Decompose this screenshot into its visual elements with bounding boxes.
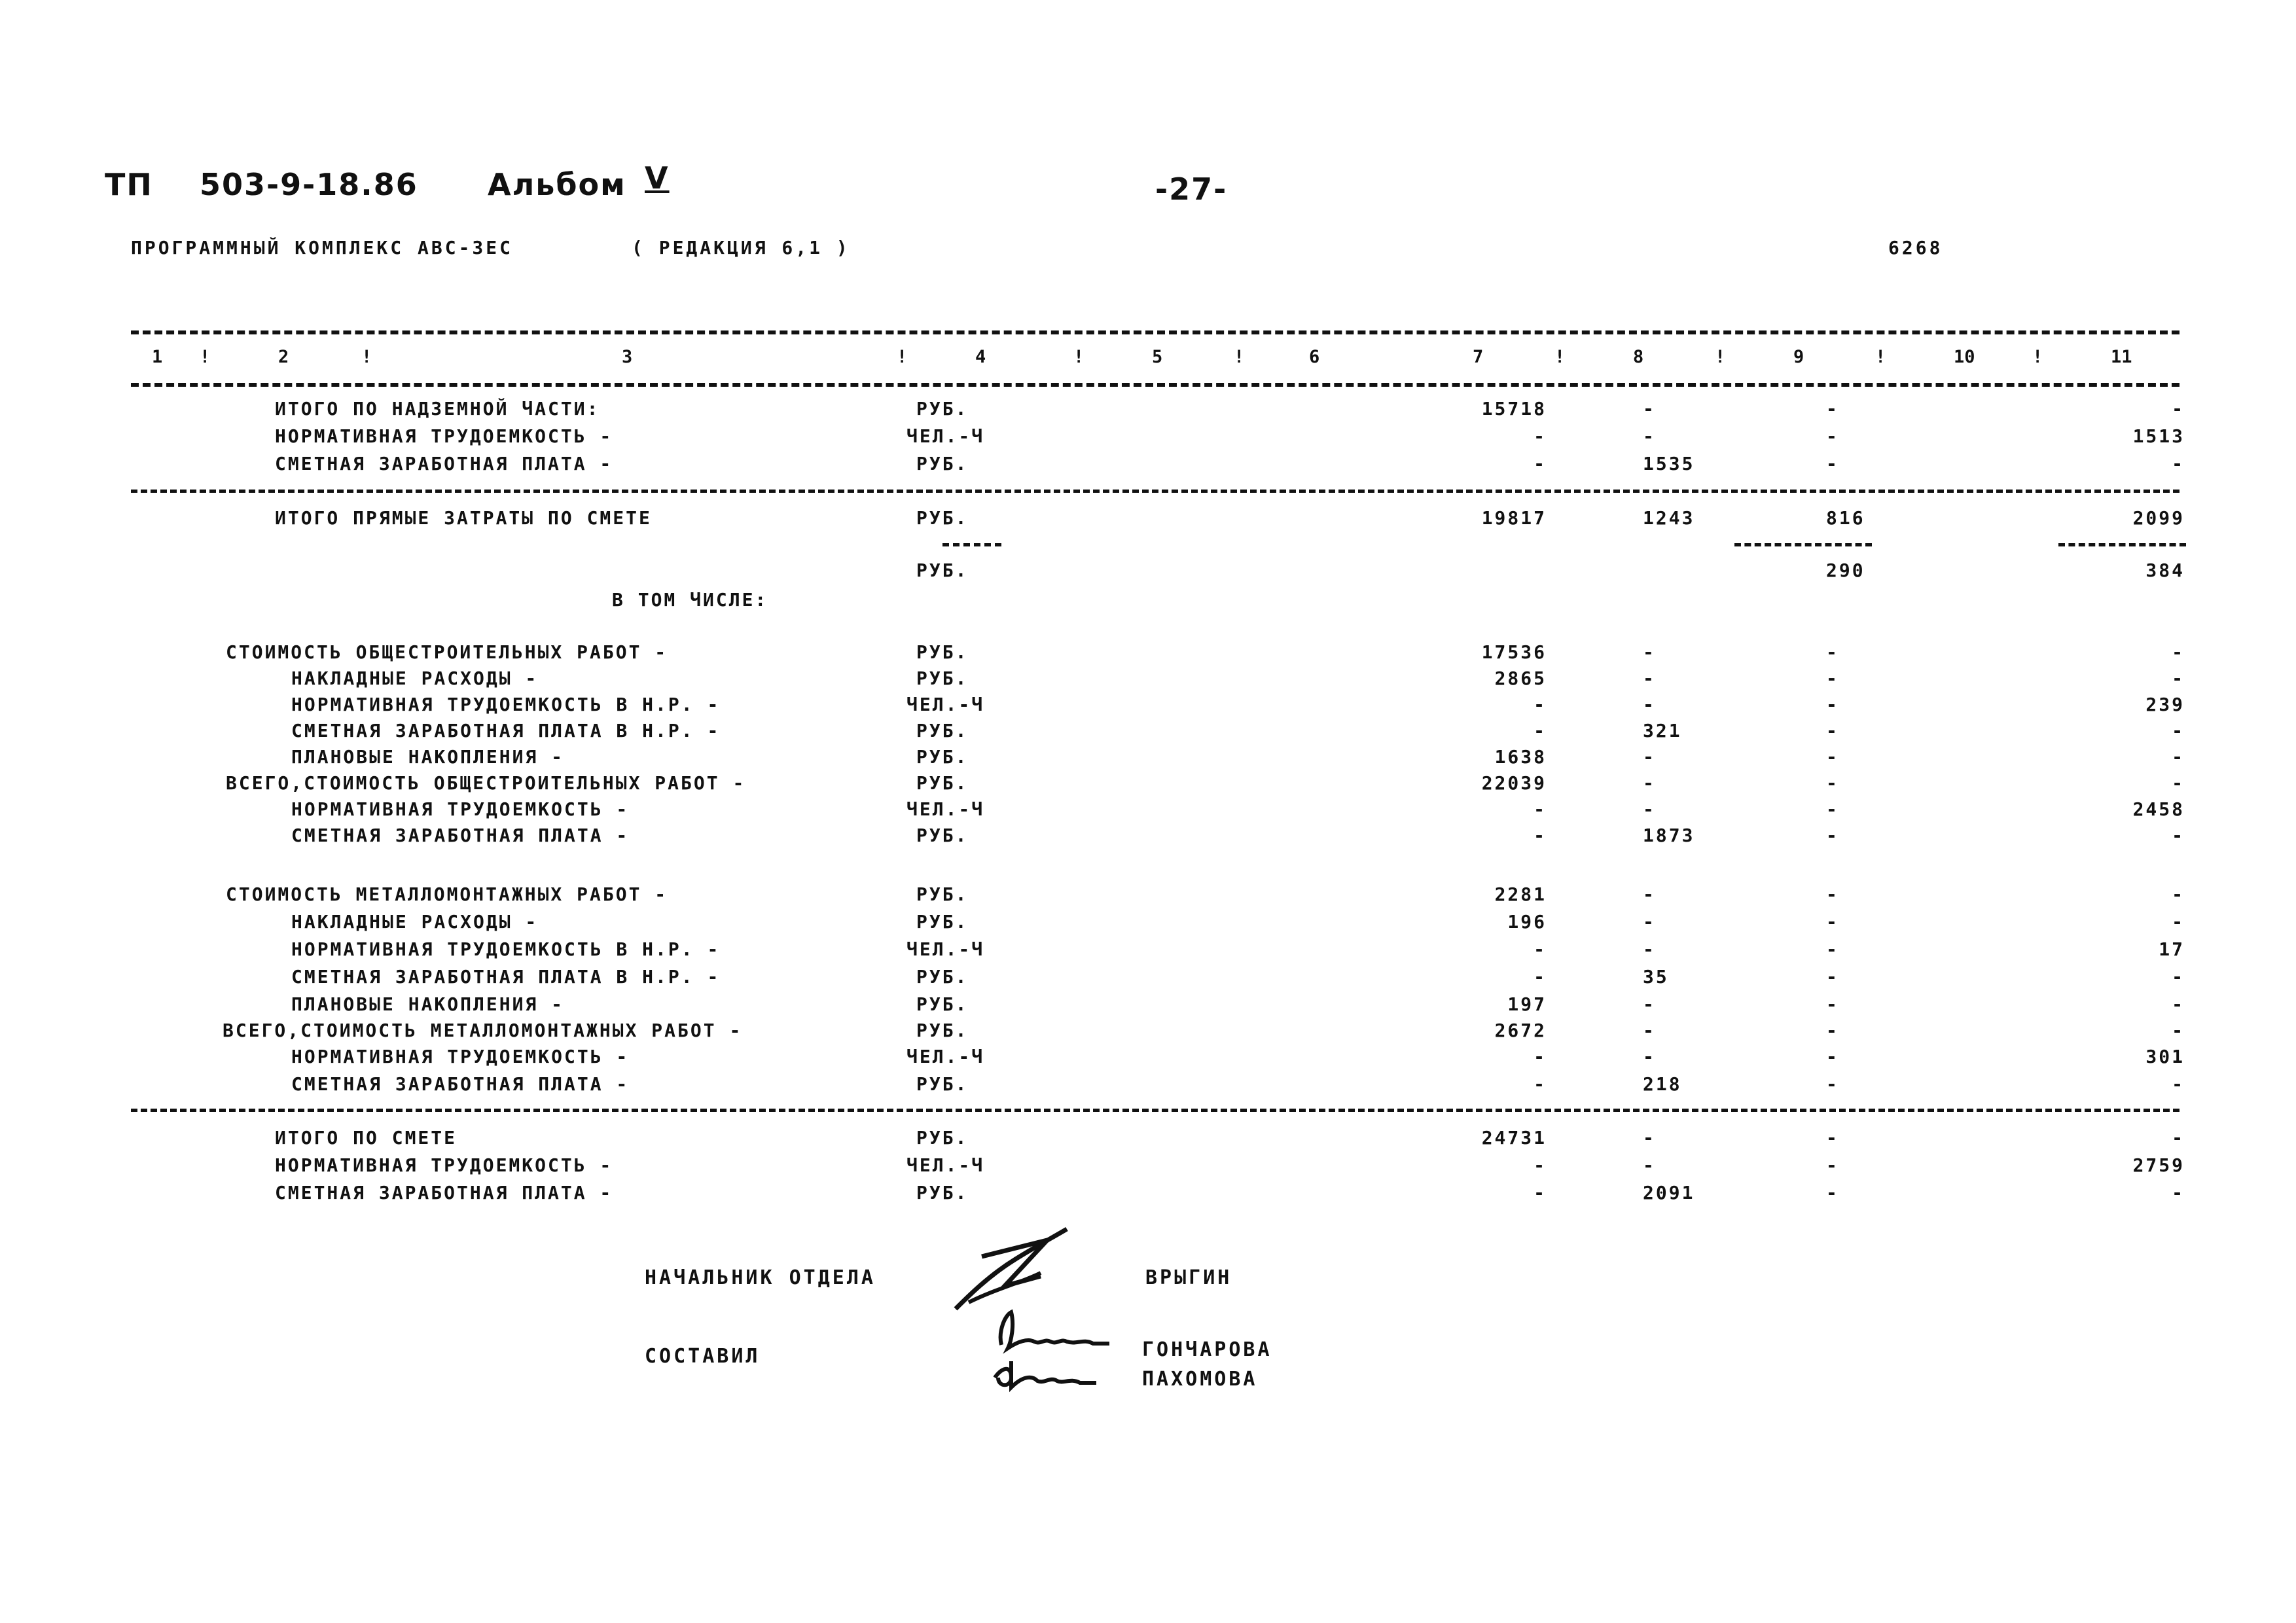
row-col8: 1873 (1643, 825, 1695, 846)
row-unit: РУБ. (916, 720, 969, 741)
row-col7: 17536 (1481, 641, 1547, 663)
row-col8: - (1643, 746, 1656, 768)
program-edition: ( РЕДАКЦИЯ 6,1 ) (632, 237, 850, 259)
col-num-8: 8 (1633, 347, 1644, 367)
row-unit: РУБ. (916, 668, 969, 689)
album-label: Альбом (488, 167, 626, 202)
row-col7: - (1534, 720, 1547, 741)
row-label: НОРМАТИВНАЯ ТРУДОЕМКОСТЬ - (275, 1154, 613, 1176)
row-col11: - (2172, 746, 2185, 768)
row-col9: - (1826, 966, 1839, 988)
col-separator: ! (1073, 347, 1085, 367)
row-label: НОРМАТИВНАЯ ТРУДОЕМКОСТЬ - (275, 425, 613, 447)
row-col11: 17 (2159, 938, 2185, 960)
row-unit: РУБ. (916, 560, 969, 581)
row-label: ВСЕГО,СТОИМОСТЬ МЕТАЛЛОМОНТАЖНЫХ РАБОТ - (223, 1020, 743, 1041)
row-col9: - (1826, 772, 1839, 794)
page-number: -27- (1155, 171, 1228, 207)
row-col9: - (1826, 720, 1839, 741)
row-col11: - (2172, 1182, 2185, 1204)
row-col7: - (1534, 1046, 1547, 1067)
album-number: V (645, 160, 670, 196)
col-num-11: 11 (2111, 347, 2132, 367)
col-num-10: 10 (1954, 347, 1975, 367)
program-name: ПРОГРАММНЫЙ КОМПЛЕКС АВС-3ЕС (131, 237, 514, 259)
row-col7: 2865 (1494, 668, 1547, 689)
table-row (0, 825, 2296, 851)
row-col9: - (1826, 798, 1839, 820)
col-num-2: 2 (278, 347, 289, 367)
col-separator: ! (1554, 347, 1566, 367)
row-label: СМЕТНАЯ ЗАРАБОТНАЯ ПЛАТА В Н.Р. - (291, 720, 721, 741)
row-col7: - (1534, 1073, 1547, 1095)
row-label: СМЕТНАЯ ЗАРАБОТНАЯ ПЛАТА - (275, 453, 613, 474)
row-unit: РУБ. (916, 398, 969, 419)
table-row (0, 772, 2296, 798)
header-bottom-rule (131, 383, 2179, 387)
row-unit: РУБ. (916, 746, 969, 768)
row-col9: 816 (1826, 507, 1865, 529)
row-col11: - (2172, 398, 2185, 419)
compiled-by-label: СОСТАВИЛ (645, 1345, 761, 1368)
table-row (0, 883, 2296, 910)
row-label: ПЛАНОВЫЕ НАКОПЛЕНИЯ - (291, 993, 565, 1015)
row-label: ИТОГО ПО НАДЗЕМНОЙ ЧАСТИ: (275, 398, 600, 419)
table-row (0, 668, 2296, 694)
row-col11: - (2172, 1127, 2185, 1149)
col-num-7: 7 (1473, 347, 1484, 367)
row-col11: 301 (2145, 1046, 2185, 1067)
row-unit: ЧЕЛ.-Ч (906, 694, 985, 715)
row-unit: РУБ. (916, 641, 969, 663)
table-row (0, 993, 2296, 1020)
row-label: ВСЕГО,СТОИМОСТЬ ОБЩЕСТРОИТЕЛЬНЫХ РАБОТ - (226, 772, 746, 794)
row-unit: ЧЕЛ.-Ч (906, 1046, 985, 1067)
col-num-9: 9 (1793, 347, 1804, 367)
row-col7: - (1534, 798, 1547, 820)
row-col9: - (1826, 883, 1839, 905)
row-col9: - (1826, 1182, 1839, 1204)
row-label: СМЕТНАЯ ЗАРАБОТНАЯ ПЛАТА В Н.Р. - (291, 966, 721, 988)
row-col8: 1243 (1643, 507, 1695, 529)
col-num-3: 3 (622, 347, 633, 367)
row-unit: РУБ. (916, 1127, 969, 1149)
row-col7: 15718 (1481, 398, 1547, 419)
row-col9: - (1826, 398, 1839, 419)
row-unit: РУБ. (916, 453, 969, 474)
row-col8: 1535 (1643, 453, 1695, 474)
row-col9: - (1826, 425, 1839, 447)
col9-underline (1734, 543, 1872, 546)
row-col9: - (1826, 1020, 1839, 1041)
table-row (0, 798, 2296, 825)
row-col8: - (1643, 772, 1656, 794)
row-col7: 22039 (1481, 772, 1547, 794)
row-unit: РУБ. (916, 507, 969, 529)
header-top-rule (131, 330, 2179, 334)
unit-underline (942, 543, 1001, 546)
table-row (0, 966, 2296, 992)
row-label: ИТОГО ПО СМЕТЕ (275, 1127, 457, 1149)
table-row (0, 1046, 2296, 1072)
row-col11: - (2172, 668, 2185, 689)
table-row (0, 746, 2296, 772)
row-col7: - (1534, 1182, 1547, 1204)
row-col9: - (1826, 694, 1839, 715)
row-col8: - (1643, 1046, 1656, 1067)
table-row (0, 589, 2296, 615)
row-col11: - (2172, 993, 2185, 1015)
table-row (0, 1154, 2296, 1181)
table-row (0, 641, 2296, 668)
row-col8: - (1643, 398, 1656, 419)
col-separator: ! (361, 347, 372, 367)
row-label: В ТОМ ЧИСЛЕ: (612, 589, 768, 611)
row-col8: - (1643, 425, 1656, 447)
row-unit: РУБ. (916, 911, 969, 933)
row-col9: - (1826, 1073, 1839, 1095)
row-col11: - (2172, 966, 2185, 988)
row-unit: РУБ. (916, 825, 969, 846)
row-label: СМЕТНАЯ ЗАРАБОТНАЯ ПЛАТА - (291, 825, 630, 846)
row-col11: 1513 (2132, 425, 2185, 447)
row-col7: - (1534, 938, 1547, 960)
row-col7: - (1534, 453, 1547, 474)
table-row (0, 938, 2296, 965)
row-label: СТОИМОСТЬ ОБЩЕСТРОИТЕЛЬНЫХ РАБОТ - (226, 641, 668, 663)
table-row (0, 720, 2296, 746)
table-row (0, 507, 2296, 533)
row-col11: - (2172, 825, 2185, 846)
col-num-6: 6 (1309, 347, 1320, 367)
row-label: НАКЛАДНЫЕ РАСХОДЫ - (291, 911, 539, 933)
row-col8: 2091 (1643, 1182, 1695, 1204)
row-col9: - (1826, 641, 1839, 663)
row-unit: РУБ. (916, 883, 969, 905)
table-row (0, 1073, 2296, 1099)
row-col11: - (2172, 1073, 2185, 1095)
row-label: НАКЛАДНЫЕ РАСХОДЫ - (291, 668, 539, 689)
row-col11: 384 (2145, 560, 2185, 581)
col-separator: ! (200, 347, 211, 367)
row-col11: 239 (2145, 694, 2185, 715)
row-unit: ЧЕЛ.-Ч (906, 425, 985, 447)
row-col11: 2458 (2132, 798, 2185, 820)
row-col8: - (1643, 911, 1656, 933)
row-col9: - (1826, 746, 1839, 768)
row-col8: 218 (1643, 1073, 1682, 1095)
row-unit: РУБ. (916, 966, 969, 988)
row-col7: 2281 (1494, 883, 1547, 905)
table-row (0, 1182, 2296, 1208)
head-of-department-name: ВРЫГИН (1145, 1266, 1232, 1289)
table-row (0, 398, 2296, 424)
doc-code: ТП (105, 167, 153, 202)
row-col8: - (1643, 641, 1656, 663)
row-col9: - (1826, 1046, 1839, 1067)
col-separator: ! (897, 347, 908, 367)
row-col8: 35 (1643, 966, 1669, 988)
row-col9: - (1826, 1154, 1839, 1176)
row-col11: - (2172, 720, 2185, 741)
row-col7: 1638 (1494, 746, 1547, 768)
col-separator: ! (1875, 347, 1886, 367)
row-unit: ЧЕЛ.-Ч (906, 798, 985, 820)
row-col7: 196 (1507, 911, 1547, 933)
table-row (0, 1020, 2296, 1046)
row-col8: - (1643, 694, 1656, 715)
row-unit: РУБ. (916, 993, 969, 1015)
row-col8: - (1643, 1154, 1656, 1176)
row-col11: - (2172, 772, 2185, 794)
row-col9: 290 (1826, 560, 1865, 581)
row-col11: 2759 (2132, 1154, 2185, 1176)
row-col9: - (1826, 938, 1839, 960)
series-number: 503-9-18.86 (200, 167, 418, 202)
row-col9: - (1826, 993, 1839, 1015)
row-col8: - (1643, 883, 1656, 905)
row-label: ИТОГО ПРЯМЫЕ ЗАТРАТЫ ПО СМЕТЕ (275, 507, 652, 529)
row-col7: - (1534, 1154, 1547, 1176)
row-col7: - (1534, 425, 1547, 447)
row-col7: 19817 (1481, 507, 1547, 529)
row-col7: 197 (1507, 993, 1547, 1015)
row-col9: - (1826, 911, 1839, 933)
row-label: НОРМАТИВНАЯ ТРУДОЕМКОСТЬ - (291, 1046, 630, 1067)
row-col11: - (2172, 453, 2185, 474)
head-of-department-label: НАЧАЛЬНИК ОТДЕЛА (645, 1266, 876, 1289)
row-col8: - (1643, 668, 1656, 689)
row-col8: - (1643, 798, 1656, 820)
row-col7: - (1534, 966, 1547, 988)
row-col7: - (1534, 694, 1547, 715)
row-col8: - (1643, 993, 1656, 1015)
row-unit: РУБ. (916, 1182, 969, 1204)
section-rule (131, 490, 2179, 493)
compiler-signatures (982, 1306, 1132, 1404)
row-col7: 2672 (1494, 1020, 1547, 1041)
row-unit: РУБ. (916, 772, 969, 794)
row-label: НОРМАТИВНАЯ ТРУДОЕМКОСТЬ - (291, 798, 630, 820)
col11-underline (2058, 543, 2186, 546)
row-unit: ЧЕЛ.-Ч (906, 1154, 985, 1176)
row-col11: 2099 (2132, 507, 2185, 529)
table-row (0, 694, 2296, 720)
row-col11: - (2172, 883, 2185, 905)
row-unit: РУБ. (916, 1073, 969, 1095)
row-unit: ЧЕЛ.-Ч (906, 938, 985, 960)
row-col9: - (1826, 1127, 1839, 1149)
row-col8: - (1643, 1020, 1656, 1041)
sheet-code: 6268 (1888, 237, 1943, 259)
row-label: ПЛАНОВЫЕ НАКОПЛЕНИЯ - (291, 746, 565, 768)
col-num-4: 4 (975, 347, 986, 367)
row-col7: 24731 (1481, 1127, 1547, 1149)
row-col11: - (2172, 911, 2185, 933)
col-num-5: 5 (1152, 347, 1163, 367)
row-col7: - (1534, 825, 1547, 846)
row-col9: - (1826, 825, 1839, 846)
col-separator: ! (1715, 347, 1726, 367)
row-col8: - (1643, 938, 1656, 960)
row-unit: РУБ. (916, 1020, 969, 1041)
table-row (0, 425, 2296, 452)
col-separator: ! (1234, 347, 1245, 367)
row-label: СТОИМОСТЬ МЕТАЛЛОМОНТАЖНЫХ РАБОТ - (226, 883, 668, 905)
table-row (0, 453, 2296, 479)
col-separator: ! (2032, 347, 2043, 367)
row-col8: - (1643, 1127, 1656, 1149)
row-label: СМЕТНАЯ ЗАРАБОТНАЯ ПЛАТА - (291, 1073, 630, 1095)
row-label: НОРМАТИВНАЯ ТРУДОЕМКОСТЬ В Н.Р. - (291, 694, 721, 715)
row-col9: - (1826, 668, 1839, 689)
row-col11: - (2172, 1020, 2185, 1041)
compiler-name-1: ГОНЧАРОВА (1142, 1338, 1272, 1361)
row-col11: - (2172, 641, 2185, 663)
col-num-1: 1 (152, 347, 163, 367)
table-row (0, 560, 2296, 586)
compiler-name-2: ПАХОМОВА (1142, 1368, 1258, 1391)
table-row (0, 1127, 2296, 1153)
row-label: НОРМАТИВНАЯ ТРУДОЕМКОСТЬ В Н.Р. - (291, 938, 721, 960)
totals-rule (131, 1109, 2179, 1112)
table-row (0, 911, 2296, 937)
row-col8: 321 (1643, 720, 1682, 741)
row-label: СМЕТНАЯ ЗАРАБОТНАЯ ПЛАТА - (275, 1182, 613, 1204)
row-col9: - (1826, 453, 1839, 474)
